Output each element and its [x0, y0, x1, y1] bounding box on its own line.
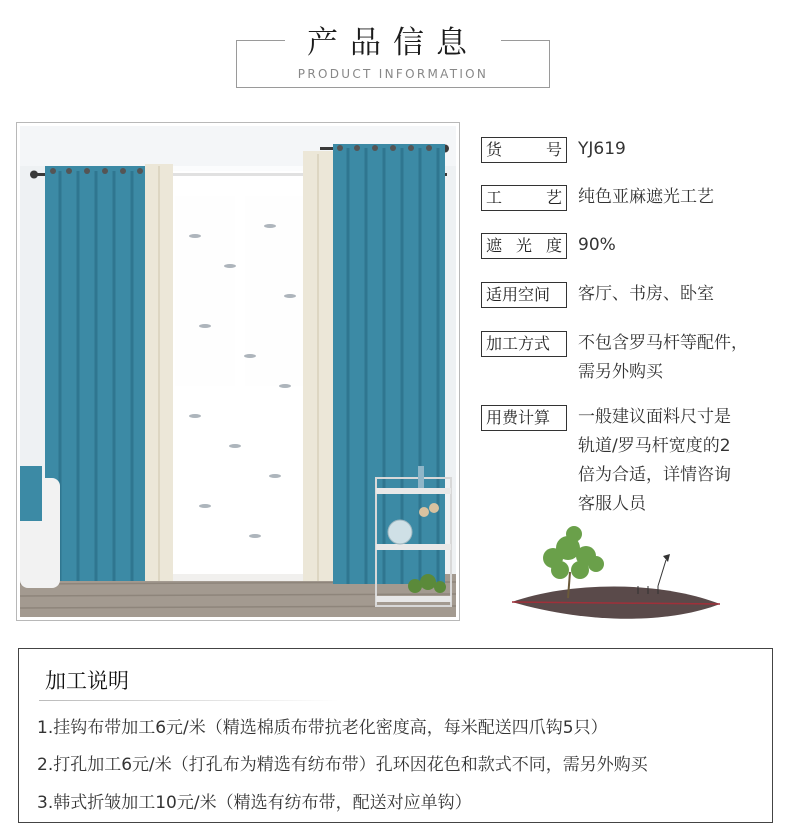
- section-header: [236, 25, 550, 88]
- spec-label-cost-calculation: 用费计算: [481, 405, 567, 431]
- product-photo: [20, 126, 456, 617]
- processing-note-item: 1.挂钩布带加工6元/米（精选棉质布带抗老化密度高，每米配送四爪钩5只）: [37, 718, 608, 738]
- spec-value-item-no: YJ619: [578, 139, 626, 159]
- spec-value-line: 一般建议面料尺寸是: [578, 407, 731, 427]
- spec-label-space: 适用空间: [481, 282, 567, 308]
- spec-label-char: 号: [545, 140, 562, 159]
- spec-value-line: 不包含罗马杆等配件，: [578, 333, 748, 353]
- spec-value-craft: 纯色亚麻遮光工艺: [578, 187, 714, 207]
- spec-row-processing-method: [481, 331, 748, 387]
- spec-row-space: [481, 282, 714, 309]
- page-subtitle: PRODUCT INFORMATION: [297, 67, 489, 81]
- spec-label-item-no: [481, 137, 567, 163]
- spec-row-item-no: [481, 137, 626, 164]
- spec-value-space: 客厅、书房、卧室: [578, 284, 714, 304]
- spec-value-shading: 90%: [578, 235, 616, 255]
- spec-value-cost-calculation: [578, 403, 731, 519]
- spec-label-char: 度: [545, 236, 562, 255]
- processing-note-item: 3.韩式折皱加工10元/米（精选有纺布带，配送对应单钩）: [37, 793, 472, 813]
- spec-label-char: 光: [515, 236, 532, 255]
- spec-label-char: 艺: [545, 188, 562, 207]
- product-photo-frame: [16, 122, 460, 621]
- processing-notes-panel: [18, 648, 773, 823]
- spec-value-line: 倍为合适，详情咨询: [578, 465, 731, 485]
- spec-label-char: 遮: [486, 236, 503, 255]
- spec-row-cost-calculation: [481, 405, 731, 519]
- curtain-photo-illustration: [20, 126, 456, 617]
- processing-notes-divider: [39, 700, 339, 701]
- processing-notes-title: 加工说明: [45, 669, 129, 693]
- spec-label-char: 工: [486, 188, 503, 207]
- processing-note-item: 2.打孔加工6元/米（打孔布为精选有纺布带）孔环因花色和款式不同，需另外购买: [37, 755, 648, 775]
- page-title: 产品信息: [285, 25, 501, 61]
- spec-value-processing-method: [578, 329, 748, 387]
- spec-label-shading: [481, 233, 567, 259]
- spec-value-line: 轨道/罗马杆宽度的2: [578, 436, 731, 456]
- leaf-decoration-icon: [508, 520, 728, 630]
- spec-label-processing-method: 加工方式: [481, 331, 567, 357]
- spec-row-craft: [481, 185, 714, 212]
- spec-row-shading: [481, 233, 616, 260]
- spec-value-line: 需另外购买: [578, 362, 663, 382]
- spec-label-char: 货: [486, 140, 503, 159]
- spec-label-craft: [481, 185, 567, 211]
- spec-value-line: 客服人员: [578, 494, 646, 514]
